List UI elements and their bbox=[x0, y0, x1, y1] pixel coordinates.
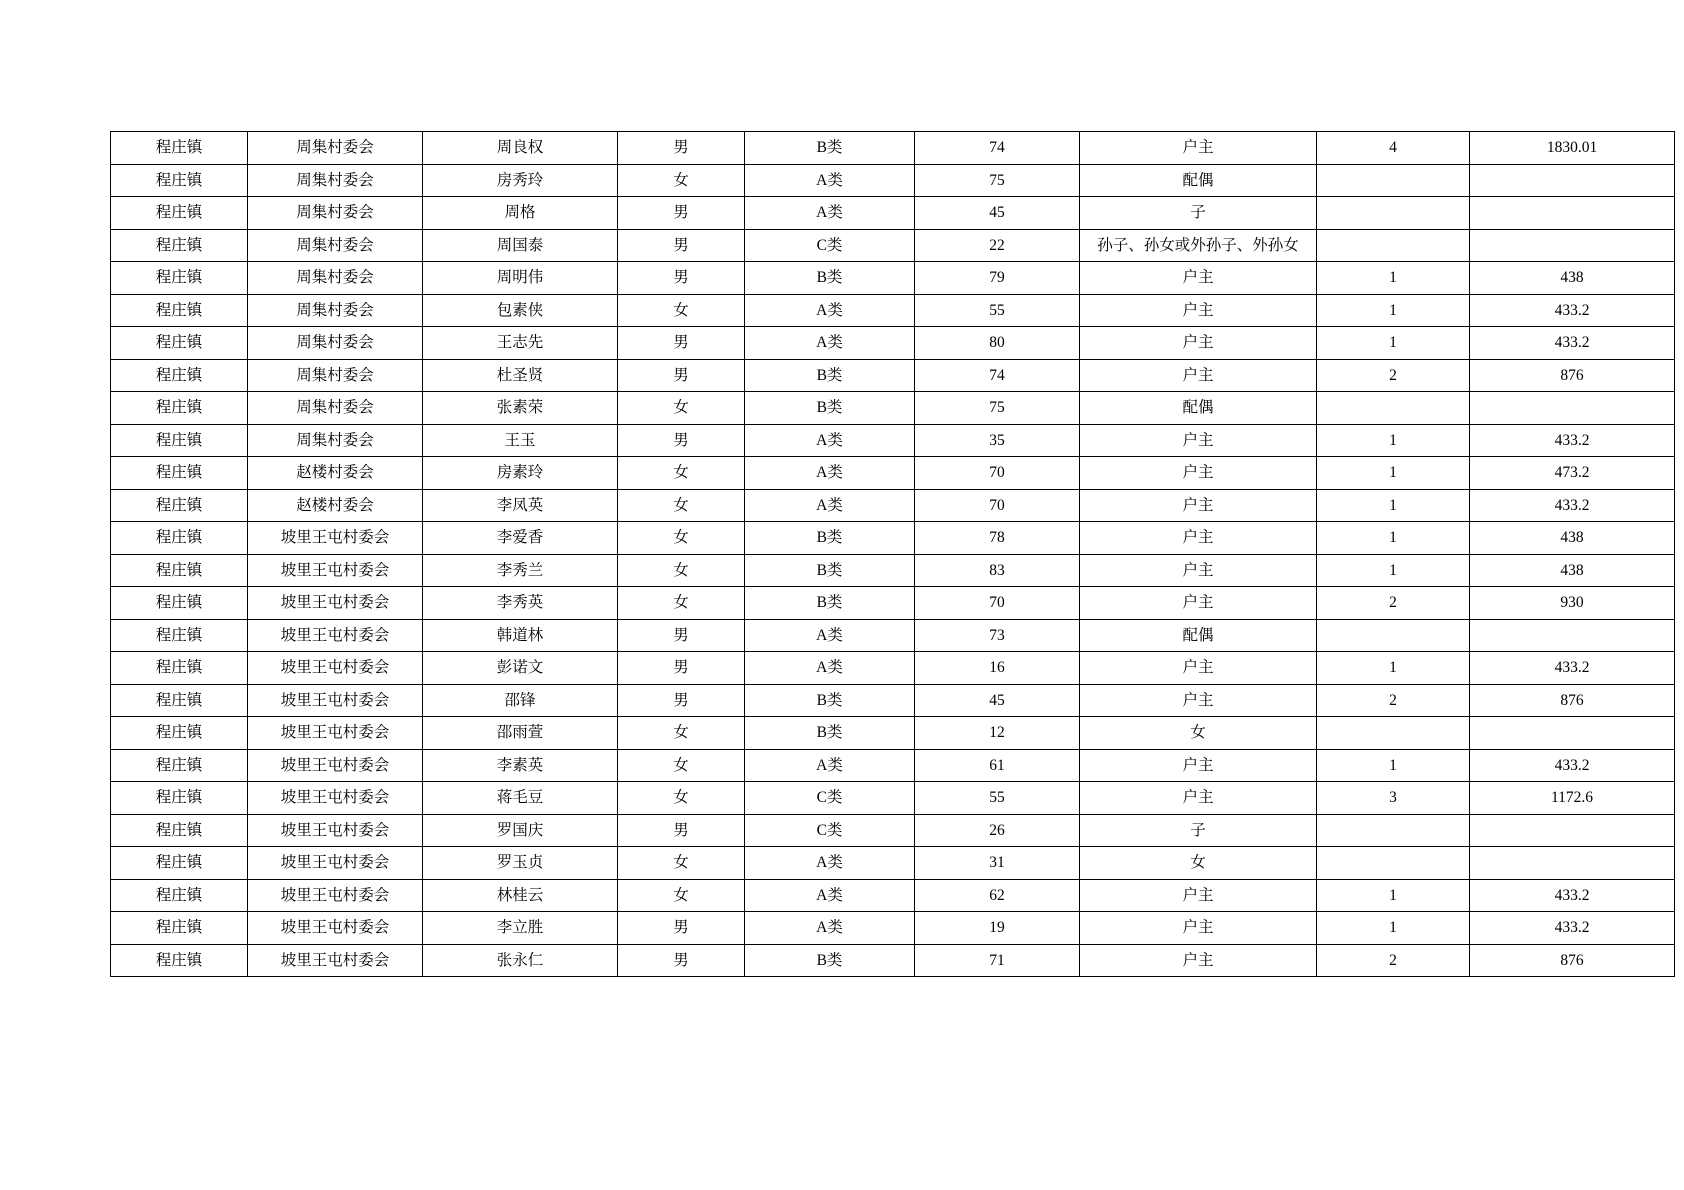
cell-age: 45 bbox=[915, 197, 1080, 230]
cell-count: 1 bbox=[1317, 327, 1470, 360]
cell-village: 坡里王屯村委会 bbox=[248, 652, 423, 685]
cell-name: 周格 bbox=[423, 197, 618, 230]
cell-name: 邵锋 bbox=[423, 684, 618, 717]
cell-category: A类 bbox=[745, 294, 915, 327]
cell-amount: 433.2 bbox=[1470, 749, 1675, 782]
cell-town: 程庄镇 bbox=[111, 424, 248, 457]
cell-village: 坡里王屯村委会 bbox=[248, 944, 423, 977]
cell-age: 61 bbox=[915, 749, 1080, 782]
cell-town: 程庄镇 bbox=[111, 912, 248, 945]
cell-amount: 876 bbox=[1470, 684, 1675, 717]
cell-amount: 1830.01 bbox=[1470, 132, 1675, 165]
cell-town: 程庄镇 bbox=[111, 847, 248, 880]
cell-category: C类 bbox=[745, 229, 915, 262]
cell-category: A类 bbox=[745, 879, 915, 912]
cell-name: 罗国庆 bbox=[423, 814, 618, 847]
cell-village: 周集村委会 bbox=[248, 327, 423, 360]
cell-name: 房素玲 bbox=[423, 457, 618, 490]
cell-village: 周集村委会 bbox=[248, 229, 423, 262]
cell-name: 房秀玲 bbox=[423, 164, 618, 197]
cell-age: 45 bbox=[915, 684, 1080, 717]
cell-relation: 配偶 bbox=[1080, 619, 1317, 652]
cell-count bbox=[1317, 164, 1470, 197]
cell-relation: 配偶 bbox=[1080, 392, 1317, 425]
table-row bbox=[111, 847, 1675, 880]
table-row bbox=[111, 164, 1675, 197]
cell-name: 张永仁 bbox=[423, 944, 618, 977]
cell-name: 李立胜 bbox=[423, 912, 618, 945]
cell-relation: 户主 bbox=[1080, 912, 1317, 945]
cell-relation: 女 bbox=[1080, 717, 1317, 750]
cell-amount: 1172.6 bbox=[1470, 782, 1675, 815]
cell-village: 周集村委会 bbox=[248, 197, 423, 230]
cell-category: A类 bbox=[745, 912, 915, 945]
cell-town: 程庄镇 bbox=[111, 717, 248, 750]
cell-amount: 433.2 bbox=[1470, 424, 1675, 457]
cell-village: 坡里王屯村委会 bbox=[248, 554, 423, 587]
cell-category: A类 bbox=[745, 652, 915, 685]
cell-name: 杜圣贤 bbox=[423, 359, 618, 392]
cell-amount bbox=[1470, 619, 1675, 652]
cell-count bbox=[1317, 619, 1470, 652]
cell-age: 83 bbox=[915, 554, 1080, 587]
cell-gender: 女 bbox=[618, 294, 745, 327]
cell-count bbox=[1317, 814, 1470, 847]
cell-gender: 男 bbox=[618, 619, 745, 652]
cell-village: 坡里王屯村委会 bbox=[248, 684, 423, 717]
cell-count: 2 bbox=[1317, 684, 1470, 717]
cell-age: 16 bbox=[915, 652, 1080, 685]
cell-category: B类 bbox=[745, 392, 915, 425]
cell-amount: 433.2 bbox=[1470, 879, 1675, 912]
cell-gender: 男 bbox=[618, 814, 745, 847]
cell-age: 70 bbox=[915, 587, 1080, 620]
cell-name: 包素侠 bbox=[423, 294, 618, 327]
beneficiary-table bbox=[110, 131, 1675, 977]
cell-village: 坡里王屯村委会 bbox=[248, 879, 423, 912]
cell-gender: 男 bbox=[618, 327, 745, 360]
cell-amount bbox=[1470, 164, 1675, 197]
cell-age: 71 bbox=[915, 944, 1080, 977]
cell-relation: 户主 bbox=[1080, 554, 1317, 587]
cell-relation: 女 bbox=[1080, 847, 1317, 880]
cell-age: 80 bbox=[915, 327, 1080, 360]
table-row bbox=[111, 749, 1675, 782]
cell-age: 31 bbox=[915, 847, 1080, 880]
table-row bbox=[111, 294, 1675, 327]
cell-relation: 子 bbox=[1080, 814, 1317, 847]
cell-town: 程庄镇 bbox=[111, 132, 248, 165]
cell-name: 李爱香 bbox=[423, 522, 618, 555]
cell-amount bbox=[1470, 229, 1675, 262]
cell-category: B类 bbox=[745, 587, 915, 620]
cell-town: 程庄镇 bbox=[111, 652, 248, 685]
cell-age: 26 bbox=[915, 814, 1080, 847]
cell-relation: 户主 bbox=[1080, 327, 1317, 360]
table-row bbox=[111, 619, 1675, 652]
cell-gender: 男 bbox=[618, 229, 745, 262]
cell-relation: 户主 bbox=[1080, 424, 1317, 457]
cell-category: B类 bbox=[745, 359, 915, 392]
cell-village: 坡里王屯村委会 bbox=[248, 522, 423, 555]
cell-count: 1 bbox=[1317, 554, 1470, 587]
cell-gender: 男 bbox=[618, 359, 745, 392]
cell-amount: 433.2 bbox=[1470, 912, 1675, 945]
cell-age: 73 bbox=[915, 619, 1080, 652]
cell-name: 周明伟 bbox=[423, 262, 618, 295]
cell-village: 周集村委会 bbox=[248, 359, 423, 392]
cell-gender: 女 bbox=[618, 717, 745, 750]
cell-village: 坡里王屯村委会 bbox=[248, 782, 423, 815]
cell-name: 罗玉贞 bbox=[423, 847, 618, 880]
cell-village: 周集村委会 bbox=[248, 132, 423, 165]
cell-amount bbox=[1470, 814, 1675, 847]
cell-village: 周集村委会 bbox=[248, 392, 423, 425]
cell-age: 12 bbox=[915, 717, 1080, 750]
cell-gender: 女 bbox=[618, 749, 745, 782]
cell-name: 李素英 bbox=[423, 749, 618, 782]
cell-category: C类 bbox=[745, 814, 915, 847]
cell-gender: 女 bbox=[618, 587, 745, 620]
table-row bbox=[111, 424, 1675, 457]
cell-amount bbox=[1470, 392, 1675, 425]
cell-relation: 户主 bbox=[1080, 879, 1317, 912]
cell-name: 韩道林 bbox=[423, 619, 618, 652]
cell-relation: 配偶 bbox=[1080, 164, 1317, 197]
table-row bbox=[111, 587, 1675, 620]
cell-amount bbox=[1470, 847, 1675, 880]
cell-count: 1 bbox=[1317, 262, 1470, 295]
cell-town: 程庄镇 bbox=[111, 197, 248, 230]
cell-village: 坡里王屯村委会 bbox=[248, 912, 423, 945]
cell-count: 1 bbox=[1317, 457, 1470, 490]
table-row bbox=[111, 132, 1675, 165]
cell-age: 79 bbox=[915, 262, 1080, 295]
cell-name: 周国泰 bbox=[423, 229, 618, 262]
cell-village: 坡里王屯村委会 bbox=[248, 814, 423, 847]
cell-category: A类 bbox=[745, 619, 915, 652]
cell-count: 2 bbox=[1317, 944, 1470, 977]
cell-amount: 438 bbox=[1470, 554, 1675, 587]
cell-gender: 男 bbox=[618, 197, 745, 230]
cell-name: 蒋毛豆 bbox=[423, 782, 618, 815]
cell-amount: 438 bbox=[1470, 522, 1675, 555]
cell-town: 程庄镇 bbox=[111, 522, 248, 555]
cell-town: 程庄镇 bbox=[111, 554, 248, 587]
cell-count: 3 bbox=[1317, 782, 1470, 815]
cell-count: 1 bbox=[1317, 522, 1470, 555]
cell-count: 1 bbox=[1317, 424, 1470, 457]
cell-count bbox=[1317, 197, 1470, 230]
cell-name: 林桂云 bbox=[423, 879, 618, 912]
cell-relation: 户主 bbox=[1080, 652, 1317, 685]
cell-gender: 男 bbox=[618, 262, 745, 295]
table-row bbox=[111, 554, 1675, 587]
cell-amount: 433.2 bbox=[1470, 652, 1675, 685]
cell-amount: 438 bbox=[1470, 262, 1675, 295]
table-row bbox=[111, 262, 1675, 295]
cell-count: 2 bbox=[1317, 587, 1470, 620]
cell-town: 程庄镇 bbox=[111, 327, 248, 360]
cell-category: A类 bbox=[745, 749, 915, 782]
cell-relation: 户主 bbox=[1080, 294, 1317, 327]
cell-town: 程庄镇 bbox=[111, 587, 248, 620]
table-row bbox=[111, 912, 1675, 945]
cell-village: 赵楼村委会 bbox=[248, 489, 423, 522]
cell-town: 程庄镇 bbox=[111, 944, 248, 977]
table-container bbox=[110, 131, 1598, 977]
cell-age: 70 bbox=[915, 457, 1080, 490]
cell-relation: 户主 bbox=[1080, 522, 1317, 555]
cell-village: 周集村委会 bbox=[248, 262, 423, 295]
cell-count bbox=[1317, 392, 1470, 425]
table-row bbox=[111, 489, 1675, 522]
cell-count: 4 bbox=[1317, 132, 1470, 165]
table-row bbox=[111, 392, 1675, 425]
cell-age: 74 bbox=[915, 359, 1080, 392]
table-row bbox=[111, 327, 1675, 360]
cell-village: 周集村委会 bbox=[248, 164, 423, 197]
cell-count: 1 bbox=[1317, 652, 1470, 685]
cell-relation: 户主 bbox=[1080, 359, 1317, 392]
cell-age: 55 bbox=[915, 782, 1080, 815]
cell-age: 19 bbox=[915, 912, 1080, 945]
cell-gender: 男 bbox=[618, 684, 745, 717]
cell-village: 坡里王屯村委会 bbox=[248, 717, 423, 750]
table-row bbox=[111, 782, 1675, 815]
cell-category: B类 bbox=[745, 262, 915, 295]
cell-gender: 女 bbox=[618, 489, 745, 522]
cell-count bbox=[1317, 717, 1470, 750]
cell-name: 张素荣 bbox=[423, 392, 618, 425]
cell-amount: 433.2 bbox=[1470, 489, 1675, 522]
cell-age: 35 bbox=[915, 424, 1080, 457]
cell-category: B类 bbox=[745, 717, 915, 750]
cell-village: 周集村委会 bbox=[248, 424, 423, 457]
cell-gender: 女 bbox=[618, 392, 745, 425]
cell-gender: 男 bbox=[618, 424, 745, 457]
table-row bbox=[111, 717, 1675, 750]
cell-town: 程庄镇 bbox=[111, 814, 248, 847]
cell-category: C类 bbox=[745, 782, 915, 815]
cell-name: 李秀英 bbox=[423, 587, 618, 620]
table-row bbox=[111, 359, 1675, 392]
cell-age: 55 bbox=[915, 294, 1080, 327]
cell-age: 22 bbox=[915, 229, 1080, 262]
cell-relation: 户主 bbox=[1080, 782, 1317, 815]
cell-village: 坡里王屯村委会 bbox=[248, 587, 423, 620]
cell-count: 1 bbox=[1317, 912, 1470, 945]
cell-category: A类 bbox=[745, 197, 915, 230]
table-row bbox=[111, 197, 1675, 230]
cell-gender: 女 bbox=[618, 457, 745, 490]
cell-town: 程庄镇 bbox=[111, 457, 248, 490]
cell-village: 坡里王屯村委会 bbox=[248, 619, 423, 652]
cell-gender: 男 bbox=[618, 652, 745, 685]
cell-gender: 女 bbox=[618, 554, 745, 587]
cell-town: 程庄镇 bbox=[111, 782, 248, 815]
cell-category: A类 bbox=[745, 457, 915, 490]
cell-category: B类 bbox=[745, 684, 915, 717]
cell-town: 程庄镇 bbox=[111, 489, 248, 522]
cell-town: 程庄镇 bbox=[111, 229, 248, 262]
cell-gender: 女 bbox=[618, 782, 745, 815]
cell-count: 2 bbox=[1317, 359, 1470, 392]
cell-village: 周集村委会 bbox=[248, 294, 423, 327]
cell-name: 彭诺文 bbox=[423, 652, 618, 685]
cell-count bbox=[1317, 847, 1470, 880]
cell-relation: 户主 bbox=[1080, 749, 1317, 782]
cell-village: 坡里王屯村委会 bbox=[248, 749, 423, 782]
cell-amount bbox=[1470, 717, 1675, 750]
cell-relation: 户主 bbox=[1080, 262, 1317, 295]
cell-gender: 女 bbox=[618, 522, 745, 555]
cell-gender: 男 bbox=[618, 944, 745, 977]
cell-amount: 433.2 bbox=[1470, 294, 1675, 327]
cell-category: B类 bbox=[745, 944, 915, 977]
cell-category: B类 bbox=[745, 132, 915, 165]
table-row bbox=[111, 684, 1675, 717]
table-row bbox=[111, 652, 1675, 685]
cell-count: 1 bbox=[1317, 879, 1470, 912]
cell-gender: 男 bbox=[618, 912, 745, 945]
cell-village: 赵楼村委会 bbox=[248, 457, 423, 490]
cell-town: 程庄镇 bbox=[111, 619, 248, 652]
cell-age: 70 bbox=[915, 489, 1080, 522]
cell-name: 李凤英 bbox=[423, 489, 618, 522]
cell-town: 程庄镇 bbox=[111, 879, 248, 912]
cell-age: 75 bbox=[915, 392, 1080, 425]
cell-age: 75 bbox=[915, 164, 1080, 197]
cell-relation: 户主 bbox=[1080, 684, 1317, 717]
cell-age: 62 bbox=[915, 879, 1080, 912]
cell-relation: 子 bbox=[1080, 197, 1317, 230]
cell-category: A类 bbox=[745, 327, 915, 360]
cell-relation: 孙子、孙女或外孙子、外孙女 bbox=[1080, 229, 1317, 262]
cell-town: 程庄镇 bbox=[111, 392, 248, 425]
cell-amount: 930 bbox=[1470, 587, 1675, 620]
cell-category: A类 bbox=[745, 489, 915, 522]
cell-village: 坡里王屯村委会 bbox=[248, 847, 423, 880]
cell-name: 邵雨萱 bbox=[423, 717, 618, 750]
table-row bbox=[111, 457, 1675, 490]
cell-name: 王志先 bbox=[423, 327, 618, 360]
cell-name: 王玉 bbox=[423, 424, 618, 457]
cell-relation: 户主 bbox=[1080, 132, 1317, 165]
cell-amount: 473.2 bbox=[1470, 457, 1675, 490]
cell-category: B类 bbox=[745, 522, 915, 555]
cell-town: 程庄镇 bbox=[111, 684, 248, 717]
cell-gender: 女 bbox=[618, 164, 745, 197]
table-row bbox=[111, 879, 1675, 912]
cell-amount bbox=[1470, 197, 1675, 230]
cell-gender: 女 bbox=[618, 847, 745, 880]
cell-category: A类 bbox=[745, 164, 915, 197]
cell-amount: 876 bbox=[1470, 944, 1675, 977]
cell-name: 李秀兰 bbox=[423, 554, 618, 587]
cell-relation: 户主 bbox=[1080, 587, 1317, 620]
cell-category: B类 bbox=[745, 554, 915, 587]
cell-town: 程庄镇 bbox=[111, 262, 248, 295]
cell-count: 1 bbox=[1317, 489, 1470, 522]
cell-town: 程庄镇 bbox=[111, 359, 248, 392]
table-row bbox=[111, 814, 1675, 847]
cell-gender: 男 bbox=[618, 132, 745, 165]
cell-category: A类 bbox=[745, 424, 915, 457]
cell-town: 程庄镇 bbox=[111, 164, 248, 197]
cell-amount: 433.2 bbox=[1470, 327, 1675, 360]
cell-relation: 户主 bbox=[1080, 489, 1317, 522]
cell-category: A类 bbox=[745, 847, 915, 880]
cell-age: 74 bbox=[915, 132, 1080, 165]
cell-gender: 女 bbox=[618, 879, 745, 912]
cell-town: 程庄镇 bbox=[111, 294, 248, 327]
cell-relation: 户主 bbox=[1080, 944, 1317, 977]
table-row bbox=[111, 944, 1675, 977]
cell-amount: 876 bbox=[1470, 359, 1675, 392]
cell-town: 程庄镇 bbox=[111, 749, 248, 782]
cell-count: 1 bbox=[1317, 749, 1470, 782]
table-body bbox=[111, 132, 1675, 977]
cell-age: 78 bbox=[915, 522, 1080, 555]
table-row bbox=[111, 229, 1675, 262]
cell-count bbox=[1317, 229, 1470, 262]
cell-count: 1 bbox=[1317, 294, 1470, 327]
cell-relation: 户主 bbox=[1080, 457, 1317, 490]
cell-name: 周良权 bbox=[423, 132, 618, 165]
table-row bbox=[111, 522, 1675, 555]
